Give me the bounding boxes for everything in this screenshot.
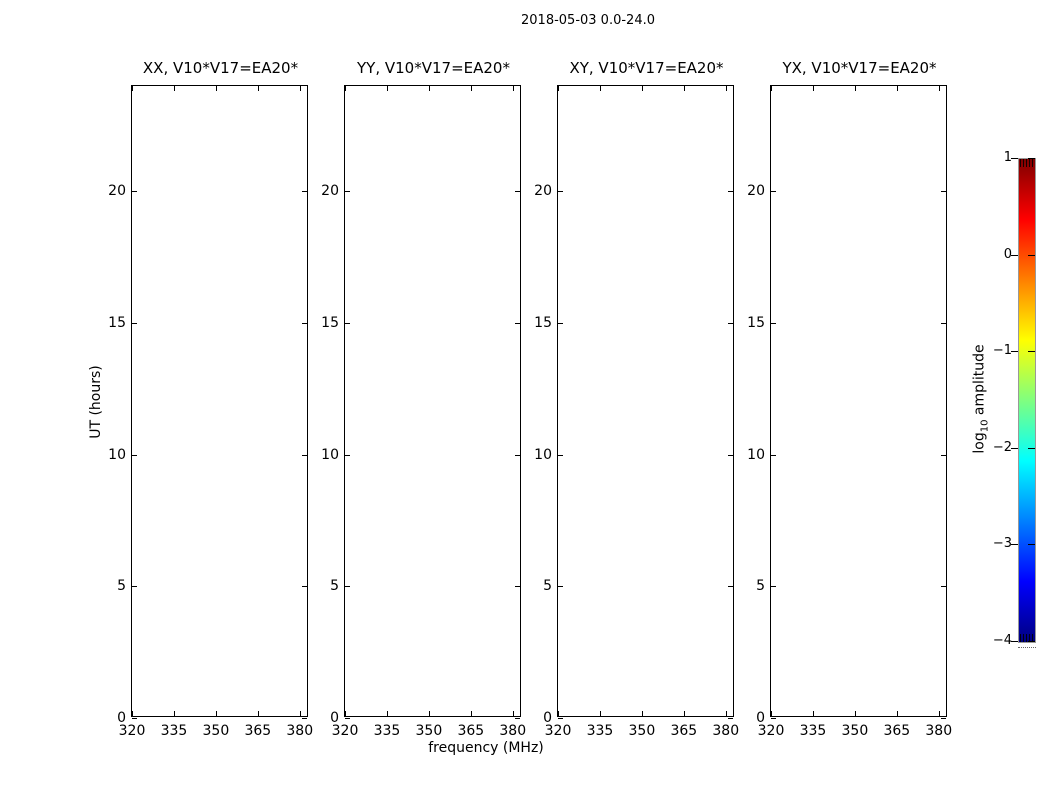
x-axis-tick [939,86,940,91]
x-axis-tick [642,86,643,91]
colorbar-tick-label: −4 [992,633,1012,648]
y-tick-label: 0 [330,710,339,726]
colorbar-tick [1011,448,1018,449]
x-axis-tick [216,711,217,716]
colorbar-tick [1028,255,1035,256]
x-axis-tick [258,711,259,716]
y-tick-label: 10 [321,446,339,463]
subplot-panel [534,59,740,739]
x-axis-tick [684,711,685,716]
y-axis-tick [558,455,563,456]
panel-title: YY, V10*V17=EA20* [357,59,510,77]
y-tick-label: 15 [534,315,552,331]
x-axis-tick [600,711,601,716]
x-axis-tick [513,711,514,716]
y-tick-label: 5 [117,578,126,595]
colorbar-tick-label: 0 [1003,246,1012,262]
x-tick-label: 320 [331,723,359,739]
y-tick-label: 0 [117,710,126,726]
x-axis-tick [771,86,772,91]
x-axis-tick [642,711,643,716]
x-axis-label: frequency (MHz) [428,740,544,756]
colorbar-tick-label: 1 [1003,150,1012,165]
x-axis-tick [726,86,727,91]
panel-title: XX, V10*V17=EA20* [142,59,299,77]
x-axis-tick [174,86,175,91]
y-axis-tick [771,455,776,456]
x-axis-tick [897,711,898,716]
colorbar-tick [1028,641,1035,642]
y-axis-tick [941,191,946,192]
y-tick-label: 5 [330,578,339,595]
y-axis-tick [941,455,946,456]
x-tick-label: 350 [415,723,443,739]
y-tick-label: 10 [747,446,765,463]
y-axis-tick [132,455,137,456]
y-axis-tick [558,586,563,587]
x-axis-tick [258,86,259,91]
y-axis-tick [345,323,350,324]
y-axis-tick [771,191,776,192]
y-axis-tick [132,323,137,324]
y-axis-tick [771,718,776,719]
x-axis-tick [174,711,175,716]
x-tick-label: 380 [499,723,527,739]
y-axis-tick [132,586,137,587]
x-tick-label: 320 [757,723,785,739]
x-axis-tick [600,86,601,91]
colorbar-tick [1028,351,1035,352]
colorbar-tick [1011,255,1018,256]
x-tick-label: 380 [286,723,314,739]
y-tick-label: 10 [108,446,126,463]
x-tick-label: 350 [202,723,230,739]
y-tick-label: 15 [747,315,765,331]
colorbar-top-hatch-marks [1020,159,1034,167]
y-axis-tick [345,191,350,192]
colorbar-tick-label: −2 [992,439,1012,455]
x-axis-tick [726,711,727,716]
x-axis-tick [132,711,133,716]
x-axis-tick [855,86,856,91]
x-axis-tick [684,86,685,91]
y-axis-tick [345,586,350,587]
colorbar-tick [1011,641,1018,642]
y-tick-label: 0 [543,710,552,726]
x-axis-tick [558,711,559,716]
x-axis-tick [132,86,133,91]
y-axis-label: UT (hours) [88,365,104,439]
colorbar-tick-label: −1 [992,343,1012,359]
y-axis-tick [345,718,350,719]
y-tick-label: 5 [756,578,765,595]
colorbar-tick [1011,351,1018,352]
y-axis-tick [558,718,563,719]
x-axis-tick [345,86,346,91]
y-axis-tick [345,455,350,456]
subplot-panel [747,59,953,739]
colorbar-tick-label: −3 [992,536,1012,552]
colorbar-dotted-underline [1018,647,1036,648]
x-tick-label: 350 [628,723,656,739]
y-tick-label: 0 [756,710,765,726]
colorbar-label-suffix: amplitude [971,344,988,420]
y-tick-label: 20 [747,183,765,200]
x-axis-tick [513,86,514,91]
colorbar-tick [1028,544,1035,545]
x-axis-tick [897,86,898,91]
x-axis-tick [813,86,814,91]
subplot-panel [108,59,314,739]
x-tick-label: 335 [586,723,614,739]
x-tick-label: 365 [457,723,485,739]
y-axis-tick [941,718,946,719]
y-tick-label: 20 [534,183,552,200]
x-tick-label: 350 [841,723,869,739]
x-axis-tick [429,86,430,91]
y-axis-tick [771,323,776,324]
x-axis-tick [813,711,814,716]
x-axis-tick [300,86,301,91]
x-tick-label: 380 [925,723,953,739]
panel-title: YX, V10*V17=EA20* [782,59,937,77]
x-axis-tick [345,711,346,716]
x-axis-tick [216,86,217,91]
x-tick-label: 365 [883,723,911,739]
x-tick-label: 365 [244,723,272,739]
colorbar-tick [1011,544,1018,545]
x-tick-label: 320 [118,723,146,739]
y-axis-tick [941,323,946,324]
subplot-panel [321,59,527,739]
x-axis-tick [471,711,472,716]
y-axis-tick [771,586,776,587]
colorbar-label-prefix: log [971,432,988,454]
y-tick-label: 5 [543,578,552,595]
y-tick-label: 20 [321,183,339,200]
y-axis-tick [558,191,563,192]
colorbar-label-subscript: 10 [979,419,991,433]
x-axis-tick [387,711,388,716]
y-tick-label: 10 [534,446,552,463]
y-tick-label: 15 [321,315,339,331]
colorbar-gradient [1019,159,1035,642]
x-axis-tick [471,86,472,91]
colorbar-tick [1028,158,1035,159]
x-tick-label: 335 [799,723,827,739]
x-axis-tick [771,711,772,716]
x-axis-tick [558,86,559,91]
y-tick-label: 20 [108,183,126,200]
y-axis-tick [558,323,563,324]
y-axis-tick [132,718,137,719]
x-axis-tick [387,86,388,91]
x-tick-label: 320 [544,723,572,739]
x-axis-tick [300,711,301,716]
colorbar-tick [1011,158,1018,159]
x-tick-label: 335 [160,723,188,739]
x-tick-label: 335 [373,723,401,739]
colorbar-label [972,344,991,453]
y-axis-tick [941,586,946,587]
panel-title: XY, V10*V17=EA20* [569,59,724,77]
figure-title: 2018-05-03 0.0-24.0 [521,13,655,28]
x-tick-label: 365 [670,723,698,739]
colorbar [1018,158,1036,643]
x-axis-tick [939,711,940,716]
y-tick-label: 15 [108,315,126,331]
x-axis-tick [855,711,856,716]
x-tick-label: 380 [712,723,740,739]
x-axis-tick [429,711,430,716]
colorbar-tick [1028,448,1035,449]
y-axis-tick [132,191,137,192]
